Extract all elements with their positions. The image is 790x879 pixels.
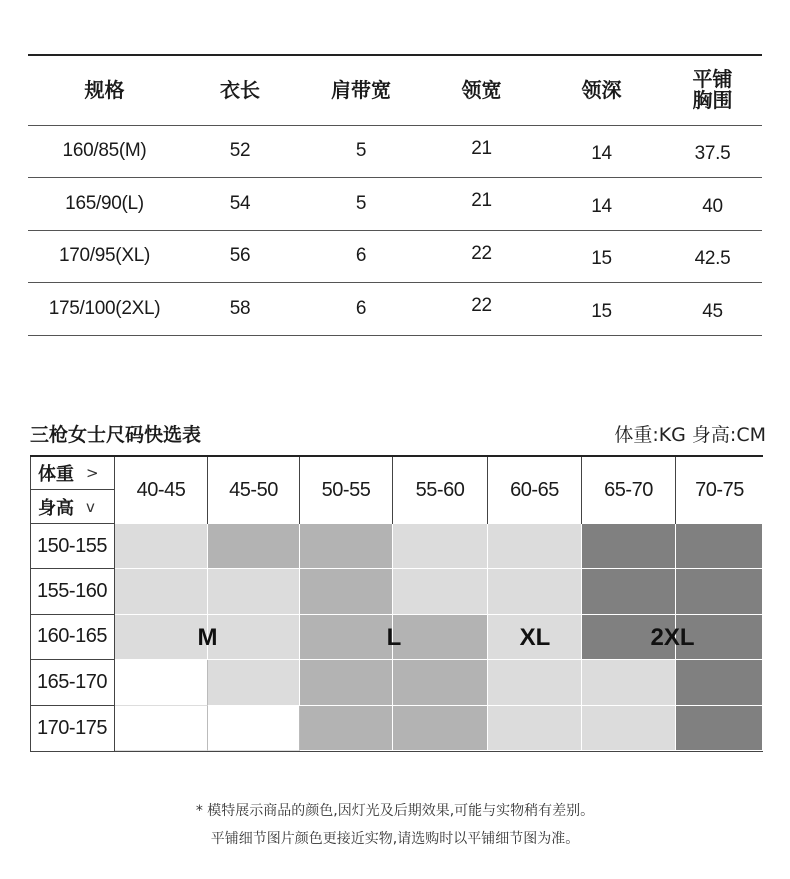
weight-range-header: 50-55 <box>300 457 393 524</box>
spec-header-row <box>28 55 762 125</box>
quick-chart-title: 三枪女士尺码快选表 <box>30 424 202 446</box>
size-cell <box>208 615 300 660</box>
weight-axis-label <box>30 457 115 490</box>
size-cell <box>676 524 763 569</box>
spec-cell: 14 <box>591 143 612 165</box>
size-cell <box>488 660 582 705</box>
size-cell <box>582 706 676 751</box>
weight-range-header: 40-45 <box>115 457 208 524</box>
size-cell <box>115 660 208 705</box>
size-cell <box>676 660 763 705</box>
spec-cell: 54 <box>229 192 251 214</box>
spec-cell: 160/85(M) <box>62 140 147 162</box>
spec-row <box>28 125 762 178</box>
spec-row <box>28 283 762 336</box>
height-range-header: 160-165 <box>30 615 115 660</box>
spec-cell: 45 <box>702 300 723 322</box>
size-cell <box>488 569 582 614</box>
size-cell <box>393 569 488 614</box>
spec-cell: 22 <box>471 295 492 316</box>
footnote-color: * 模特展示商品的颜色,因灯光及后期效果,可能与实物稍有差别。 <box>195 803 595 819</box>
size-spec-table <box>28 54 762 336</box>
spec-cell: 15 <box>591 248 612 270</box>
height-range-header: 155-160 <box>30 569 115 614</box>
size-cell <box>393 706 488 751</box>
size-cell <box>115 524 208 569</box>
quick-chart-units: 体重:KG 身高:CM <box>614 424 766 446</box>
size-cell <box>300 660 393 705</box>
spec-cell: 170/95(XL) <box>58 245 150 267</box>
size-label-2xl: 2XL <box>650 623 695 651</box>
spec-row <box>28 178 762 231</box>
size-cell <box>676 569 763 614</box>
height-arrow-icon: v <box>86 497 95 516</box>
size-cell <box>208 569 300 614</box>
weight-range-header: 70-75 <box>695 479 744 501</box>
spec-cell: 6 <box>355 297 367 319</box>
spec-cell: 56 <box>229 245 251 267</box>
spec-cell: 5 <box>355 140 367 162</box>
size-cell <box>300 569 393 614</box>
spec-header-chest: 平铺胸围 <box>692 67 733 113</box>
size-cell <box>488 706 582 751</box>
weight-arrow-icon: > <box>86 464 99 482</box>
size-cell <box>393 615 488 660</box>
size-cell <box>393 524 488 569</box>
size-cell <box>676 706 763 751</box>
spec-header-cell: 肩带宽 <box>331 78 391 103</box>
size-cell <box>393 660 488 705</box>
size-cell <box>115 569 208 614</box>
size-cell <box>208 706 300 751</box>
weight-range-header: 55-60 <box>393 457 488 524</box>
size-label-l: L <box>386 623 402 651</box>
weight-range-header: 45-50 <box>208 457 300 524</box>
footnote-detail: 平铺细节图片颜色更接近实物,请选购时以平铺细节图为准。 <box>210 831 580 847</box>
size-cell <box>300 615 393 660</box>
spec-header-cell: 规格 <box>84 78 125 103</box>
spec-header-cell <box>663 55 762 125</box>
size-cell <box>582 660 676 705</box>
spec-header-cell: 领宽 <box>461 78 502 103</box>
size-cell <box>488 524 582 569</box>
spec-cell: 52 <box>229 140 251 162</box>
spec-cell: 37.5 <box>694 143 731 165</box>
spec-cell: 5 <box>355 192 367 214</box>
height-range-header: 165-170 <box>30 660 115 705</box>
spec-row <box>28 230 762 283</box>
spec-cell: 58 <box>229 297 251 319</box>
spec-cell: 22 <box>471 242 492 264</box>
spec-cell: 6 <box>355 245 367 267</box>
weight-range-header: 60-65 <box>488 457 582 524</box>
size-cell <box>300 706 393 751</box>
spec-header-cell: 领深 <box>581 78 622 103</box>
size-cell <box>582 569 676 614</box>
weight-label: 体重 <box>38 464 74 485</box>
spec-cell: 14 <box>591 195 612 217</box>
size-label-xl: XL <box>519 623 551 651</box>
spec-cell: 40 <box>702 195 723 217</box>
size-cell <box>208 660 300 705</box>
spec-cell: 165/90(L) <box>65 192 144 214</box>
size-quick-chart <box>30 455 763 750</box>
spec-cell: 21 <box>471 190 492 211</box>
spec-cell: 21 <box>471 137 492 159</box>
size-label-m: M <box>197 623 218 651</box>
height-label: 身高 <box>38 497 74 519</box>
size-cell <box>582 524 676 569</box>
size-cell <box>115 615 208 660</box>
spec-header-cell: 衣长 <box>220 78 260 103</box>
size-cell <box>115 706 208 751</box>
grid-border <box>30 751 763 752</box>
size-cell <box>300 524 393 569</box>
weight-range-header: 65-70 <box>582 457 676 524</box>
size-cell <box>208 524 300 569</box>
spec-cell: 175/100(2XL) <box>48 297 161 319</box>
height-range-header: 170-175 <box>30 706 115 751</box>
spec-cell: 42.5 <box>694 248 731 270</box>
height-axis-label <box>30 490 115 524</box>
height-range-header: 150-155 <box>30 524 115 569</box>
spec-cell: 15 <box>591 300 612 322</box>
